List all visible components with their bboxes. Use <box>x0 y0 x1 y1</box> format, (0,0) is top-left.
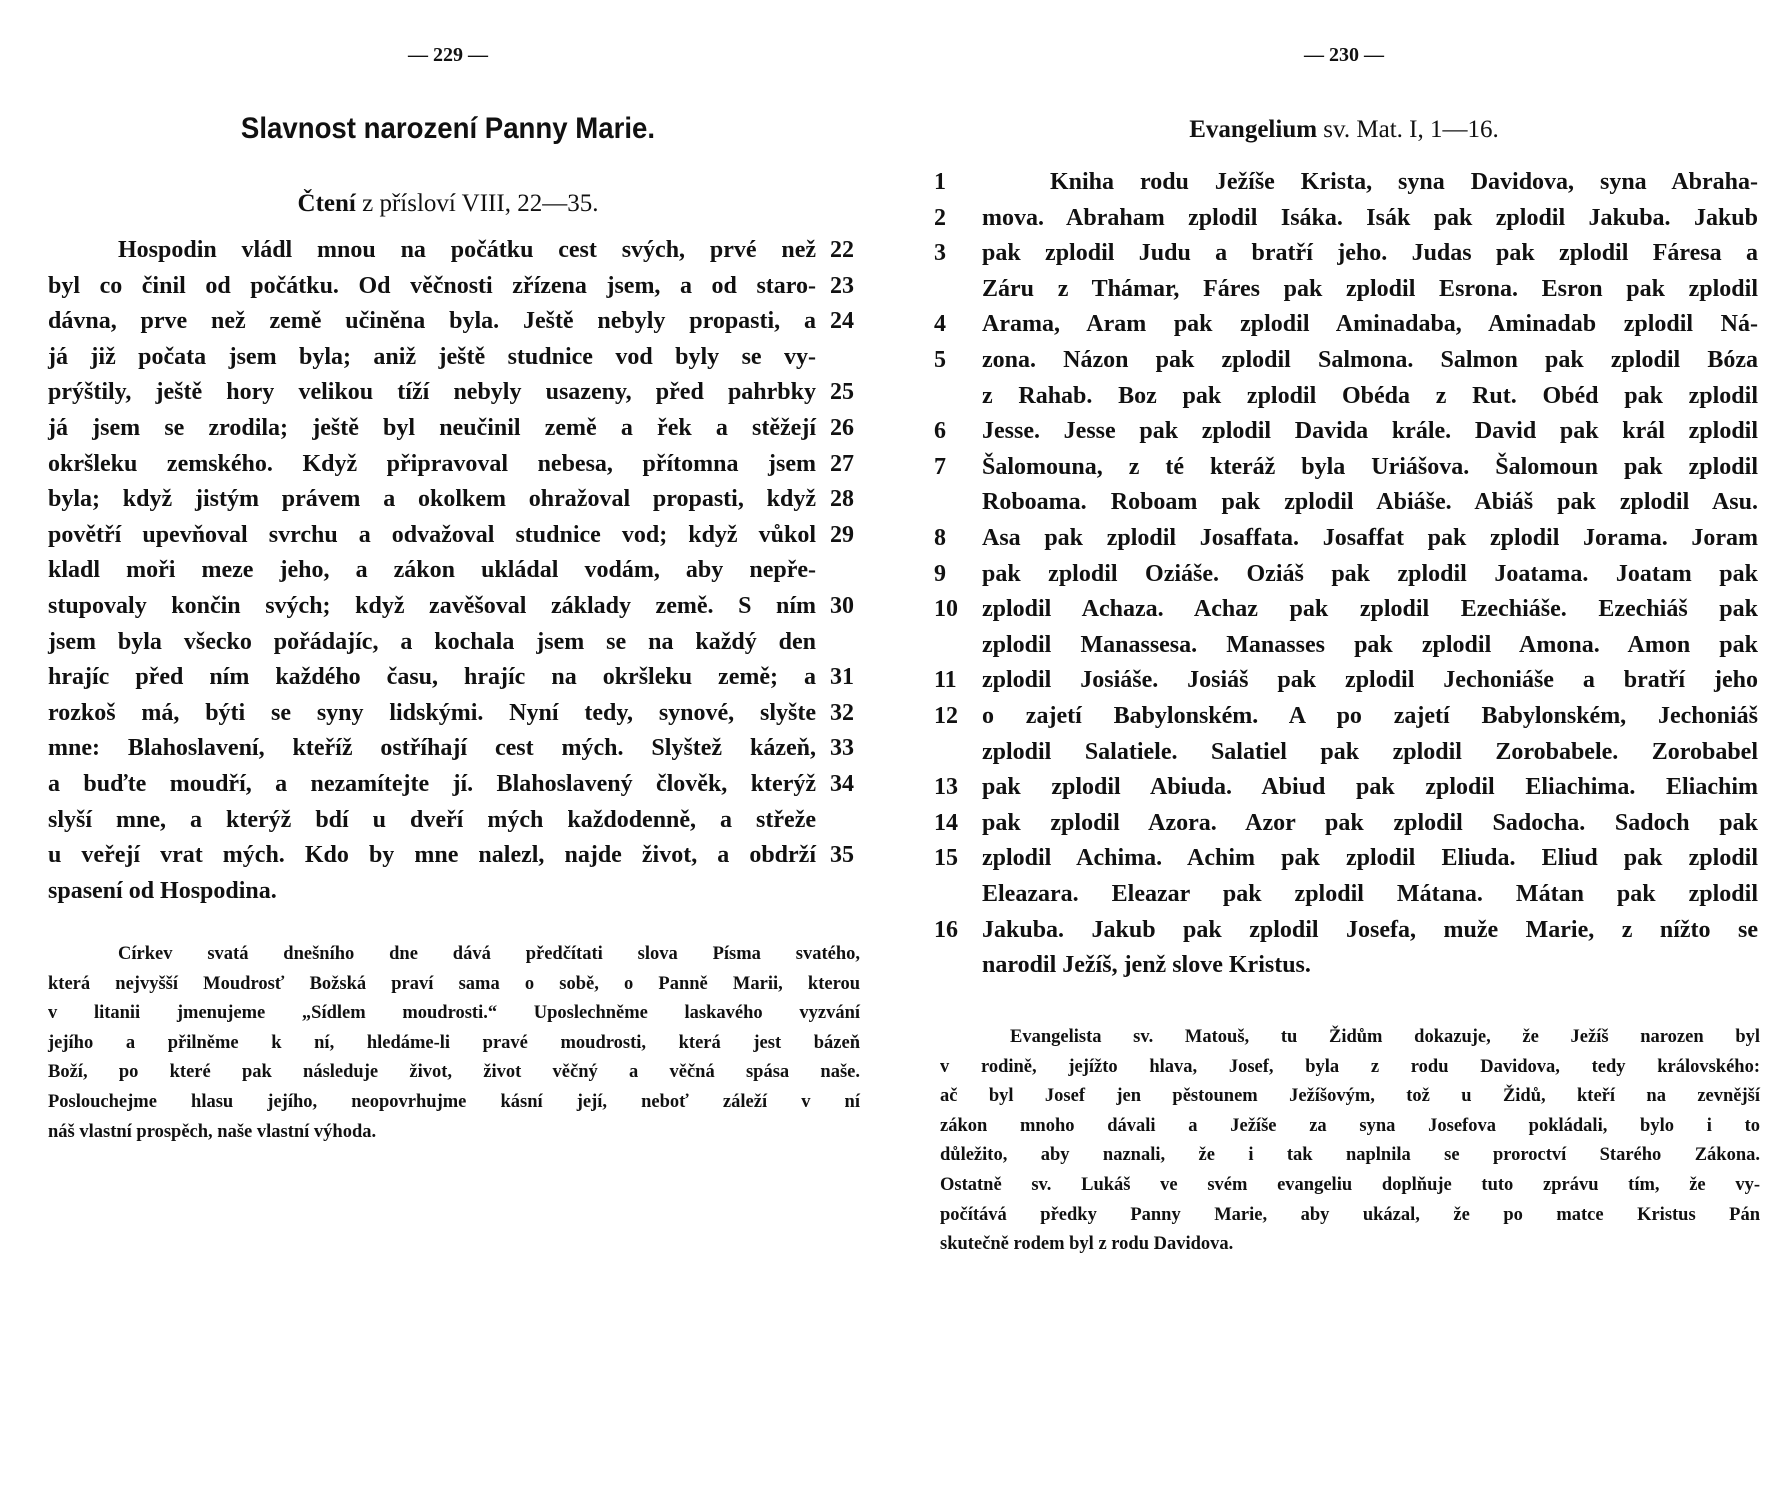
verse-number: 24 <box>830 308 854 335</box>
verse-number: 32 <box>830 699 854 726</box>
text-line: pak zplodil Judu a bratří jeho. Judas pak zplodil Fáresa a <box>982 240 1758 267</box>
text-line: zplodil Manassesa. Manasses pak zplodil Amona. Amon pak <box>982 631 1758 658</box>
note-line: skutečně rodem byl z rodu Davidova. <box>940 1234 1234 1255</box>
page-number: — 229 — <box>408 44 488 66</box>
gospel-heading-bold: Evangelium <box>1189 116 1318 143</box>
verse-number: 26 <box>830 415 854 441</box>
text-line: rozkoš má, býti se syny lidskými. Nyní tedy, synové, slyšte <box>48 699 816 726</box>
verse-number: 31 <box>830 664 854 691</box>
verse-number: 11 <box>934 667 957 694</box>
verse-number: 30 <box>830 593 854 619</box>
verse-number: 2 <box>934 204 946 231</box>
text-line: Roboama. Roboam pak zplodil Abiáše. Abiáš pak zplodil Asu. <box>982 489 1758 516</box>
gospel-heading <box>896 116 1792 144</box>
verse-number: 33 <box>830 735 854 762</box>
verse-number: 25 <box>830 379 854 406</box>
verse-number: 9 <box>934 560 946 587</box>
text-line: Hospodin vládl mnou na počátku cest svých, prvé než <box>118 237 816 263</box>
text-line: prýštily, ještě hory velikou tíží nebyly usazeny, před pahrbky <box>48 379 816 406</box>
chapter-title: Slavnost narození Panny Marie. <box>240 112 656 145</box>
verse-number: 10 <box>934 596 958 623</box>
note-line: náš vlastní prospěch, naše vlastní výhoda. <box>48 1121 377 1142</box>
verse-number: 3 <box>934 240 946 267</box>
verse-number: 8 <box>934 525 946 551</box>
verse-number: 35 <box>830 842 854 869</box>
page-number: — 230 — <box>1304 44 1384 66</box>
gospel-heading-reference: sv. Mat. I, 1—16. <box>1323 116 1499 143</box>
text-line: zplodil Achaza. Achaz pak zplodil Ezechiáše. Ezechiáš pak <box>982 596 1758 623</box>
note-line: počítává předky Panny Marie, aby ukázal, že po matce Kristus Pán <box>940 1204 1760 1225</box>
verse-number: 23 <box>830 272 854 299</box>
verse-number: 4 <box>934 311 946 338</box>
note-line: Církev svatá dnešního dne dává předčítati slova Písma svatého, <box>118 944 860 964</box>
reading-heading-reference: z přísloví VIII, 22—35. <box>362 190 599 217</box>
verse-number: 14 <box>934 809 958 836</box>
verse-number: 34 <box>830 771 854 797</box>
text-line: slyší mne, a kterýž bdí u dveří mých každodenně, a střeže <box>48 806 816 833</box>
verse-number: 7 <box>934 453 946 480</box>
note-line: jejího a přilněme k ní, hledáme-li pravé moudrosti, která jest bázeň <box>48 1032 860 1053</box>
text-line: Šalomouna, z té kteráž byla Uriášova. Šalomoun pak zplodil <box>982 453 1758 480</box>
verse-number: 12 <box>934 703 958 729</box>
text-line: narodil Ježíš, jenž slove Kristus. <box>982 952 1311 979</box>
verse-number: 28 <box>830 486 854 513</box>
note-line: zákon mnoho dávali a Ježíše za syna Josefova pokládali, bylo i to <box>940 1115 1760 1136</box>
text-line: Eleazara. Eleazar pak zplodil Mátana. Mátan pak zplodil <box>982 881 1758 907</box>
verse-number: 6 <box>934 418 946 445</box>
text-line: pak zplodil Oziáše. Oziáš pak zplodil Joatama. Joatam pak <box>982 560 1758 587</box>
note-line: v rodině, jejížto hlava, Josef, byla z rodu Davidova, tedy královského: <box>940 1056 1760 1077</box>
text-line: zplodil Salatiele. Salatiel pak zplodil Zorobabele. Zorobabel <box>982 738 1758 765</box>
text-line: stupovaly končin svých; když zavěšoval základy země. S ním <box>48 593 816 619</box>
text-line: a buďte moudří, a nezamítejte jí. Blahoslavený člověk, kterýž <box>48 771 816 797</box>
text-line: povětří upevňoval svrchu a odvažoval studnice vod; když vůkol <box>48 521 816 548</box>
text-line: mova. Abraham zplodil Isáka. Isák pak zplodil Jakuba. Jakub <box>982 204 1758 231</box>
note-line: Poslouchejme hlasu jejího, neopovrhujme kásní její, neboť záleží v ní <box>48 1092 860 1112</box>
text-line: kladl moři meze jeho, a zákon ukládal vodám, aby nepře- <box>48 557 816 584</box>
note-line: která nejvyšší Moudrosť Božská praví sama o sobě, o Panně Marii, kterou <box>48 973 860 994</box>
text-line: já jsem se zrodila; ještě byl neučinil země a řek a stěžejí <box>48 415 816 441</box>
text-line: zona. Názon pak zplodil Salmona. Salmon pak zplodil Bóza <box>982 347 1758 373</box>
text-line: spasení od Hospodina. <box>48 877 277 904</box>
text-line: zplodil Achima. Achim pak zplodil Eliuda. Eliud pak zplodil <box>982 845 1758 872</box>
text-line: mne: Blahoslavení, kteříž ostříhají cest mých. Slyštež kázeň, <box>48 735 816 762</box>
text-line: pak zplodil Abiuda. Abiud pak zplodil Eliachima. Eliachim <box>982 774 1758 801</box>
verse-number: 5 <box>934 347 946 373</box>
text-line: Arama, Aram pak zplodil Aminadaba, Aminadab zplodil Ná- <box>982 311 1758 338</box>
text-line: Záru z Thámar, Fáres pak zplodil Esrona. Esron pak zplodil <box>982 275 1758 302</box>
text-line: Asa pak zplodil Josaffata. Josaffat pak zplodil Jorama. Joram <box>982 525 1758 551</box>
note-line: důležito, aby naznali, že i tak naplnila se proroctví Starého Zákona. <box>940 1145 1760 1166</box>
text-line: dávna, prve než země učiněna byla. Ještě nebyly propasti, a <box>48 308 816 335</box>
verse-number: 22 <box>830 237 854 263</box>
text-line: z Rahab. Boz pak zplodil Obéda z Rut. Obéd pak zplodil <box>982 382 1758 409</box>
text-line: byla; když jistým právem a okolkem ohražoval propasti, když <box>48 486 816 513</box>
verse-number: 27 <box>830 450 854 477</box>
text-line: okršleku zemského. Když připravoval nebesa, přítomna jsem <box>48 450 816 477</box>
verse-number: 13 <box>934 774 958 801</box>
text-line: o zajetí Babylonském. A po zajetí Babylonském, Jechoniáš <box>982 703 1758 729</box>
text-line: zplodil Josiáše. Josiáš pak zplodil Jechoniáše a bratří jeho <box>982 667 1758 694</box>
text-line: jsem byla všecko pořádajíc, a kochala jsem se na každý den <box>48 628 816 655</box>
note-line: v litanii jmenujeme „Sídlem moudrosti.“ Uposlechněme laskavého vyzvání <box>48 1003 860 1024</box>
verse-number: 16 <box>934 916 958 943</box>
note-line: Evangelista sv. Matouš, tu Židům dokazuje, že Ježíš narozen byl <box>1010 1027 1760 1047</box>
text-line: hrajíc před ním každého času, hrajíc na okršleku země; a <box>48 664 816 691</box>
text-line: u veřejí vrat mých. Kdo by mne nalezl, najde život, a obdrží <box>48 842 816 869</box>
text-line: Kniha rodu Ježíše Krista, syna Davidova, syna Abraha- <box>1050 169 1758 195</box>
text-line: Jesse. Jesse pak zplodil Davida krále. David pak král zplodil <box>982 418 1758 445</box>
verse-number: 15 <box>934 845 958 872</box>
note-line: Boží, po které pak následuje život, život věčný a věčná spása naše. <box>48 1062 860 1083</box>
verse-number: 1 <box>934 169 946 195</box>
right-page <box>896 0 1792 1500</box>
text-line: já již počata jsem byla; aniž ještě studnice vod byly se vy- <box>48 343 816 370</box>
note-line: ač byl Josef jen pěstounem Ježíšovým, tož u Židů, kteří na zevnější <box>940 1086 1760 1107</box>
text-line: pak zplodil Azora. Azor pak zplodil Sadocha. Sadoch pak <box>982 809 1758 836</box>
text-line: Jakuba. Jakub pak zplodil Josefa, muže Marie, z nížto se <box>982 916 1758 943</box>
text-line: byl co činil od počátku. Od věčnosti zřízena jsem, a od staro- <box>48 272 816 299</box>
verse-number: 29 <box>830 521 854 548</box>
reading-heading-bold: Čtení <box>297 190 356 217</box>
reading-heading <box>0 190 896 218</box>
note-line: Ostatně sv. Lukáš ve svém evangeliu doplňuje tuto zprávu tím, že vy- <box>940 1175 1760 1195</box>
